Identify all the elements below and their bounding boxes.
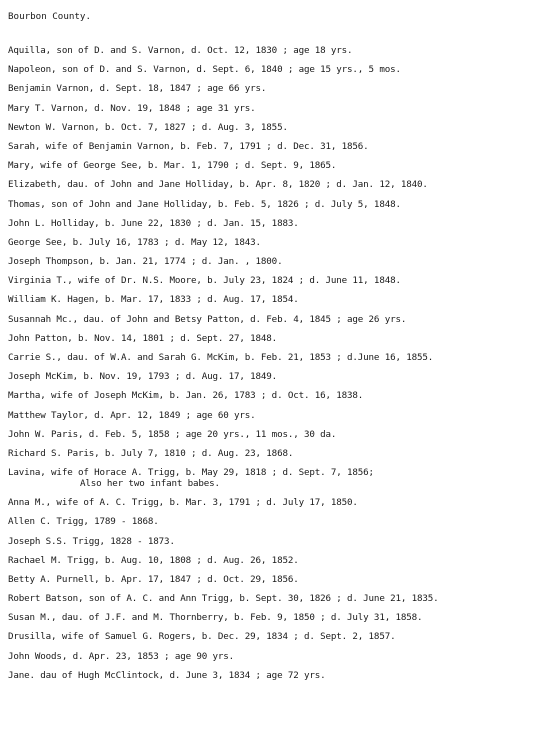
record-text: Napoleon, son of D. and S. Varnon, d. Sept. 6, 1840 ; age 15 yrs., 5 mos. xyxy=(8,64,401,76)
record-line xyxy=(8,517,542,536)
county-heading: Bourbon County. xyxy=(8,11,91,22)
record-line xyxy=(8,123,542,142)
record-text: Sarah, wife of Benjamin Varnon, b. Feb. 7, 1791 ; d. Dec. 31, 1856. xyxy=(8,140,369,152)
record-line xyxy=(8,594,542,613)
record-text: Anna M., wife of A. C. Trigg, b. Mar. 3, 1791 ; d. July 17, 1850. xyxy=(8,497,358,509)
record-text: John Woods, d. Apr. 23, 1853 ; age 90 yrs. xyxy=(8,650,235,662)
record-text: Elizabeth, dau. of John and Jane Holliday, b. Apr. 8, 1820 ; d. Jan. 12, 1840. xyxy=(8,179,428,191)
record-line xyxy=(8,575,542,594)
record-text: Newton W. Varnon, b. Oct. 7, 1827 ; d. Aug. 3, 1855. xyxy=(8,121,288,133)
record-line xyxy=(8,257,542,276)
record-text: Jane. dau of Hugh McClintock, d. June 3, 1834 ; age 72 yrs. xyxy=(8,669,326,681)
record-text: Benjamin Varnon, d. Sept. 18, 1847 ; age 66 yrs. xyxy=(8,83,267,95)
record-line xyxy=(8,391,542,410)
record-text: John W. Paris, d. Feb. 5, 1858 ; age 20 yrs., 11 mos., 30 da. xyxy=(8,428,337,440)
record-line xyxy=(8,200,542,219)
record-text: Robert Batson, son of A. C. and Ann Trigg, b. Sept. 30, 1826 ; d. June 21, 1835. xyxy=(8,593,439,605)
record-line xyxy=(8,161,542,180)
record-text: Susan M., dau. of J.F. and M. Thornberry, b. Feb. 9, 1850 ; d. July 31, 1858. xyxy=(8,612,423,624)
record-line xyxy=(8,632,542,651)
record-text: Mary, wife of George See, b. Mar. 1, 1790 ; d. Sept. 9, 1865. xyxy=(8,160,337,172)
record-line xyxy=(8,315,542,334)
record-text: Matthew Taylor, d. Apr. 12, 1849 ; age 60 yrs. xyxy=(8,409,256,421)
record-line xyxy=(8,84,542,103)
record-text: Joseph S.S. Trigg, 1828 - 1873. xyxy=(8,535,175,547)
record-text: Aquilla, son of D. and S. Varnon, d. Oct. 12, 1830 ; age 18 yrs. xyxy=(8,45,353,56)
record-line xyxy=(8,468,542,498)
record-line xyxy=(8,104,542,123)
record-line xyxy=(8,671,542,690)
record-text: Joseph McKim, b. Nov. 19, 1793 ; d. Aug. 17, 1849. xyxy=(8,371,278,383)
record-text: Joseph Thompson, b. Jan. 21, 1774 ; d. Jan. , 1800. xyxy=(8,256,283,268)
record-text: Drusilla, wife of Samuel G. Rogers, b. Dec. 29, 1834 ; d. Sept. 2, 1857. xyxy=(8,631,396,643)
record-text: Rachael M. Trigg, b. Aug. 10, 1808 ; d. Aug. 26, 1852. xyxy=(8,554,299,566)
record-line xyxy=(8,276,542,295)
record-line xyxy=(8,65,542,84)
record-line xyxy=(8,498,542,517)
record-line xyxy=(8,238,542,257)
record-text: Mary T. Varnon, d. Nov. 19, 1848 ; age 31 yrs. xyxy=(8,102,256,114)
record-text: Thomas, son of John and Jane Holliday, b. Feb. 5, 1826 ; d. July 5, 1848. xyxy=(8,198,401,210)
record-text: Allen C. Trigg, 1789 - 1868. xyxy=(8,516,159,528)
record-line xyxy=(8,652,542,671)
record-line xyxy=(8,613,542,632)
record-line xyxy=(8,537,542,556)
record-text: Carrie S., dau. of W.A. and Sarah G. McKim, b. Feb. 21, 1853 ; d.June 16, 1855. xyxy=(8,352,434,363)
record-text: Martha, wife of Joseph McKim, b. Jan. 26, 1783 ; d. Oct. 16, 1838. xyxy=(8,390,364,402)
record-text: John L. Holliday, b. June 22, 1830 ; d. Jan. 15, 1883. xyxy=(8,217,299,229)
record-line xyxy=(8,219,542,238)
record-text: George See, b. July 16, 1783 ; d. May 12, 1843. xyxy=(8,236,261,248)
record-line xyxy=(8,372,542,391)
record-text: Susannah Mc., dau. of John and Betsy Patton, d. Feb. 4, 1845 ; age 26 yrs. xyxy=(8,313,407,325)
record-line xyxy=(8,449,542,468)
record-line xyxy=(8,430,542,449)
record-line xyxy=(8,411,542,430)
record-text: Lavina, wife of Horace A. Trigg, b. May 29, 1818 ; d. Sept. 7, 1856; xyxy=(8,467,374,479)
record-line xyxy=(8,556,542,575)
record-note: Also her two infant babes. xyxy=(80,478,220,490)
record-line xyxy=(8,46,542,65)
record-line xyxy=(8,353,542,372)
record-text: Virginia T., wife of Dr. N.S. Moore, b. July 23, 1824 ; d. June 11, 1848. xyxy=(8,275,401,287)
record-text: Richard S. Paris, b. July 7, 1810 ; d. Aug. 23, 1868. xyxy=(8,447,294,459)
record-line xyxy=(8,180,542,199)
record-text: Betty A. Purnell, b. Apr. 17, 1847 ; d. Oct. 29, 1856. xyxy=(8,573,299,585)
record-text: John Patton, b. Nov. 14, 1801 ; d. Sept. 27, 1848. xyxy=(8,332,278,344)
record-text: William K. Hagen, b. Mar. 17, 1833 ; d. Aug. 17, 1854. xyxy=(8,294,299,306)
record-list xyxy=(8,46,542,690)
record-line xyxy=(8,334,542,353)
record-line xyxy=(8,295,542,314)
record-line xyxy=(8,142,542,161)
